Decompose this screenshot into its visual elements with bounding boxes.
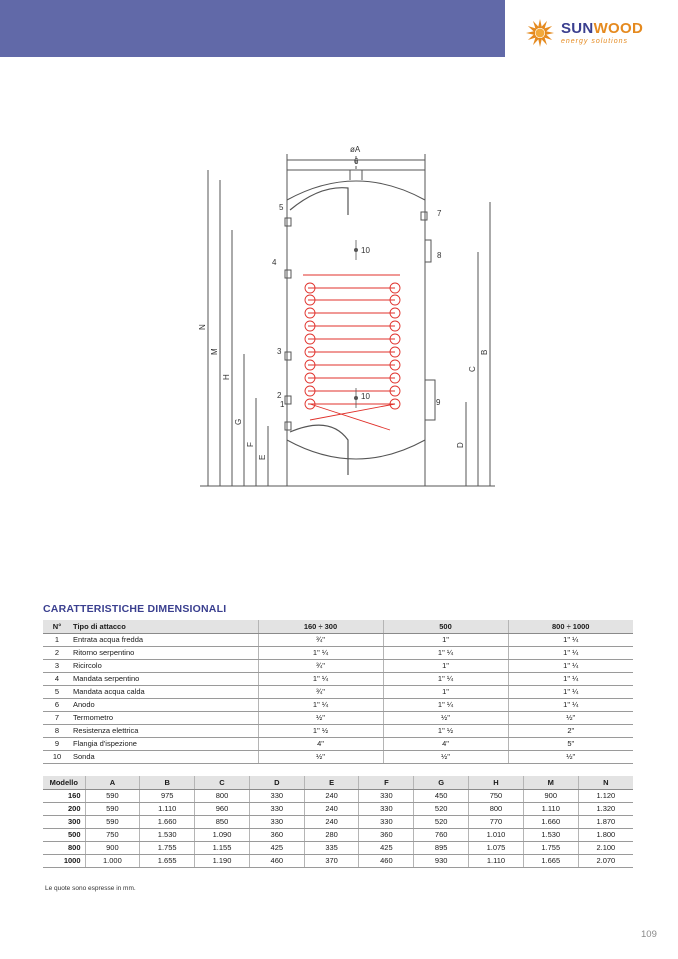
- header-160-300: 160 ÷ 300: [258, 620, 383, 633]
- sun-logo-icon: [525, 18, 555, 48]
- cell: 1" ¼: [508, 633, 633, 646]
- header-a: A: [85, 776, 140, 789]
- model-cell: 800: [43, 841, 85, 854]
- cell: 5: [43, 685, 71, 698]
- cell: 1: [43, 633, 71, 646]
- header-g: G: [414, 776, 469, 789]
- cell: ½": [383, 750, 508, 763]
- header-d: D: [249, 776, 304, 789]
- dimension-cell: 240: [304, 815, 359, 828]
- header-band: [0, 0, 505, 57]
- dimension-cell: 1.665: [523, 854, 578, 867]
- dimension-cell: 460: [359, 854, 414, 867]
- dimension-cell: 425: [249, 841, 304, 854]
- section-title: CARATTERISTICHE DIMENSIONALI: [43, 603, 227, 615]
- dimension-cell: 960: [195, 802, 250, 815]
- cell: 1" ¼: [508, 672, 633, 685]
- units-note: Le quote sono espresse in mm.: [45, 885, 136, 892]
- dimension-cell: 2.100: [578, 841, 633, 854]
- label-connection-8: 8: [437, 251, 442, 260]
- dimension-cell: 975: [140, 789, 195, 802]
- dimension-cell: 1.530: [140, 828, 195, 841]
- cell: ¾": [258, 659, 383, 672]
- cell: 1" ¼: [383, 646, 508, 659]
- brand-logo: [525, 16, 665, 50]
- cell: 1": [383, 685, 508, 698]
- table-row: [43, 685, 633, 698]
- dimension-cell: 760: [414, 828, 469, 841]
- dimension-cell: 1.000: [85, 854, 140, 867]
- dimension-cell: 1.320: [578, 802, 633, 815]
- cell: ½": [508, 750, 633, 763]
- table-row: [43, 698, 633, 711]
- brand-name: SUNWOOD: [561, 20, 644, 37]
- brand-tagline: energy solutions: [561, 38, 628, 45]
- dimension-cell: 1.530: [523, 828, 578, 841]
- label-connection-7: 7: [437, 209, 442, 218]
- dimension-cell: 2.070: [578, 854, 633, 867]
- dimension-cell: 240: [304, 789, 359, 802]
- cell: 5": [508, 737, 633, 750]
- dimension-cell: 590: [85, 802, 140, 815]
- cell: 1" ¼: [508, 698, 633, 711]
- model-cell: 160: [43, 789, 85, 802]
- dimension-cell: 1.110: [469, 854, 524, 867]
- header-m: M: [523, 776, 578, 789]
- cell: Ritorno serpentino: [71, 646, 258, 659]
- dimension-cell: 895: [414, 841, 469, 854]
- dimension-cell: 370: [304, 854, 359, 867]
- dimension-cell: 330: [359, 815, 414, 828]
- header-800-1000: 800 ÷ 1000: [508, 620, 633, 633]
- cell: 2: [43, 646, 71, 659]
- dimension-cell: 1.110: [523, 802, 578, 815]
- cell: 1": [383, 633, 508, 646]
- table-row: [43, 750, 633, 763]
- dimension-cell: 330: [249, 802, 304, 815]
- dimension-cell: 330: [249, 789, 304, 802]
- cell: 4": [258, 737, 383, 750]
- label-dim-d: D: [456, 442, 465, 448]
- dimension-cell: 1.120: [578, 789, 633, 802]
- dimension-cell: 590: [85, 815, 140, 828]
- cell: 1" ¼: [508, 659, 633, 672]
- label-connection-5: 5: [279, 203, 284, 212]
- cell: 1" ¼: [383, 698, 508, 711]
- label-dim-g: G: [234, 418, 243, 425]
- dimension-cell: 330: [359, 802, 414, 815]
- cell: ½": [258, 711, 383, 724]
- cell: 6: [43, 698, 71, 711]
- cell: 1" ½: [383, 724, 508, 737]
- cell: 1" ¼: [508, 685, 633, 698]
- cell: 1" ¼: [258, 672, 383, 685]
- dimension-cell: 1.155: [195, 841, 250, 854]
- dimension-cell: 1.010: [469, 828, 524, 841]
- table-row: [43, 659, 633, 672]
- header-f: F: [359, 776, 414, 789]
- dimension-cell: 1.190: [195, 854, 250, 867]
- dimension-cell: 1.755: [523, 841, 578, 854]
- cell: Resistenza elettrica: [71, 724, 258, 737]
- header-number: N°: [43, 620, 71, 633]
- dimension-cell: 590: [85, 789, 140, 802]
- table-row: [43, 633, 633, 646]
- cell: 4": [383, 737, 508, 750]
- cell: Flangia d'ispezione: [71, 737, 258, 750]
- label-diameter: øA: [350, 145, 361, 154]
- dimension-cell: 1.800: [578, 828, 633, 841]
- model-cell: 1000: [43, 854, 85, 867]
- cell: 7: [43, 711, 71, 724]
- dimensions-header-row: [43, 776, 633, 789]
- table-row: [43, 802, 633, 815]
- dimension-cell: 850: [195, 815, 250, 828]
- header-h: H: [469, 776, 524, 789]
- label-dim-f: F: [246, 442, 255, 447]
- cell: 10: [43, 750, 71, 763]
- dimension-cell: 1.110: [140, 802, 195, 815]
- cell: Mandata acqua calda: [71, 685, 258, 698]
- label-dim-c: C: [468, 366, 477, 372]
- dimension-cell: 1.755: [140, 841, 195, 854]
- header-e: E: [304, 776, 359, 789]
- dimension-cell: 330: [249, 815, 304, 828]
- label-dim-h: H: [222, 374, 231, 380]
- label-connection-6: 6: [354, 157, 359, 166]
- dimension-cell: 750: [469, 789, 524, 802]
- dimension-cell: 520: [414, 802, 469, 815]
- label-dim-b: B: [480, 349, 489, 355]
- cell: Anodo: [71, 698, 258, 711]
- dimension-cell: 900: [85, 841, 140, 854]
- header-b: B: [140, 776, 195, 789]
- label-connection-10-top: 10: [361, 246, 370, 255]
- cell: Mandata serpentino: [71, 672, 258, 685]
- cell: ¾": [258, 633, 383, 646]
- dimension-cell: 800: [195, 789, 250, 802]
- label-dim-e: E: [258, 454, 267, 460]
- label-connection-1: 1: [280, 400, 285, 409]
- label-dim-n: N: [198, 324, 207, 330]
- table-row: [43, 646, 633, 659]
- dimensions-table: [43, 776, 633, 868]
- table-row: [43, 789, 633, 802]
- cell: 4: [43, 672, 71, 685]
- dimension-cell: 520: [414, 815, 469, 828]
- dimension-cell: 1.660: [523, 815, 578, 828]
- cell: Ricircolo: [71, 659, 258, 672]
- label-dim-m: M: [210, 348, 219, 355]
- table-row: [43, 841, 633, 854]
- model-cell: 200: [43, 802, 85, 815]
- dimension-cell: 900: [523, 789, 578, 802]
- model-cell: 500: [43, 828, 85, 841]
- table-row: [43, 854, 633, 867]
- header-connection-type: Tipo di attacco: [71, 620, 258, 633]
- label-connection-9: 9: [436, 398, 441, 407]
- header-500: 500: [383, 620, 508, 633]
- table-row: [43, 724, 633, 737]
- dimension-cell: 425: [359, 841, 414, 854]
- cell: Termometro: [71, 711, 258, 724]
- cell: ½": [383, 711, 508, 724]
- dimension-cell: 1.870: [578, 815, 633, 828]
- dimension-cell: 750: [85, 828, 140, 841]
- header-n: N: [578, 776, 633, 789]
- dimension-cell: 360: [249, 828, 304, 841]
- label-connection-4: 4: [272, 258, 277, 267]
- cell: 1" ¼: [508, 646, 633, 659]
- dimension-cell: 1.655: [140, 854, 195, 867]
- cell: 3: [43, 659, 71, 672]
- dimension-cell: 460: [249, 854, 304, 867]
- cell: 1": [383, 659, 508, 672]
- cell: Entrata acqua fredda: [71, 633, 258, 646]
- dimension-cell: 450: [414, 789, 469, 802]
- cell: ¾": [258, 685, 383, 698]
- table-row: [43, 737, 633, 750]
- cell: 1" ¼: [383, 672, 508, 685]
- dimension-cell: 1.660: [140, 815, 195, 828]
- cell: 9: [43, 737, 71, 750]
- dimension-cell: 1.075: [469, 841, 524, 854]
- label-connection-3: 3: [277, 347, 282, 356]
- cell: 1" ¼: [258, 698, 383, 711]
- header-model: Modello: [43, 776, 85, 789]
- cell: Sonda: [71, 750, 258, 763]
- cell: 8: [43, 724, 71, 737]
- cell: ½": [258, 750, 383, 763]
- dimension-cell: 360: [359, 828, 414, 841]
- dimension-cell: 800: [469, 802, 524, 815]
- dimension-cell: 280: [304, 828, 359, 841]
- table-row: [43, 672, 633, 685]
- dimension-cell: 770: [469, 815, 524, 828]
- label-connection-2: 2: [277, 391, 282, 400]
- cell: ½": [508, 711, 633, 724]
- table-row: [43, 815, 633, 828]
- dimension-cell: 335: [304, 841, 359, 854]
- dimension-cell: 330: [359, 789, 414, 802]
- table-row: [43, 711, 633, 724]
- model-cell: 300: [43, 815, 85, 828]
- tank-technical-drawing: [190, 140, 500, 495]
- cell: 1" ¼: [258, 646, 383, 659]
- connections-table: [43, 620, 633, 764]
- page-number: 109: [641, 929, 657, 940]
- cell: 1" ½: [258, 724, 383, 737]
- cell: 2": [508, 724, 633, 737]
- table-row: [43, 828, 633, 841]
- connections-header-row: [43, 620, 633, 633]
- dimension-cell: 930: [414, 854, 469, 867]
- dimension-cell: 240: [304, 802, 359, 815]
- dimension-cell: 1.090: [195, 828, 250, 841]
- header-c: C: [195, 776, 250, 789]
- label-connection-10-bottom: 10: [361, 392, 370, 401]
